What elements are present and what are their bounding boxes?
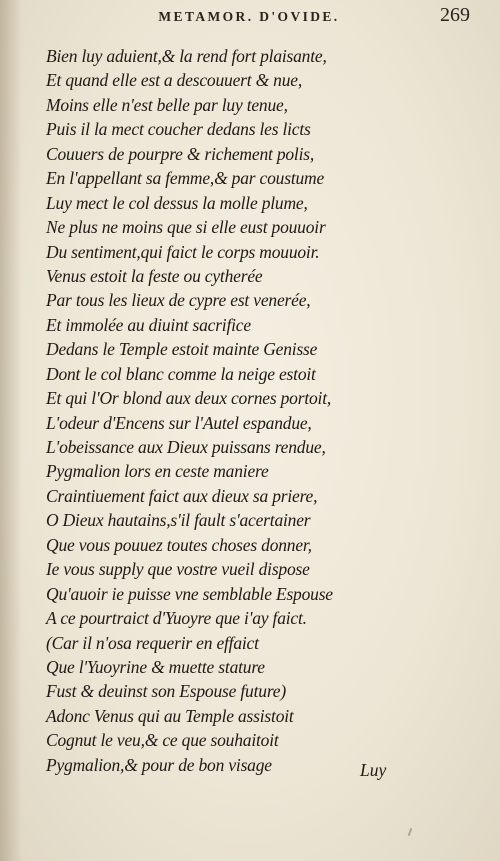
verse-line: Moins elle n'est belle par luy tenue,	[46, 94, 288, 115]
verse-line: Fust & deuinst son Espouse future)	[46, 681, 286, 702]
verse-line: A ce pourtraict d'Yuoyre que i'ay faict.	[46, 608, 307, 629]
verse-line: Dedans le Temple estoit mainte Genisse	[46, 339, 318, 360]
catchword: Luy	[360, 760, 387, 780]
verse-line: Qu'auoir ie puisse vne semblable Espouse	[46, 583, 333, 604]
verse-line: Bien luy aduient,& la rend fort plaisante,	[46, 46, 327, 66]
verse-line: Que vous pouuez toutes choses donner,	[46, 534, 312, 555]
poem-text	[46, 44, 446, 777]
verse-line: Ie vous supply que vostre vueil dispose	[46, 559, 310, 580]
verse-line: Pygmalion,& pour de bon visage	[46, 754, 272, 775]
verse-line: Dont le col blanc comme la neige estoit	[46, 363, 316, 384]
verse-line: (Car il n'osa requerir en effaict	[46, 632, 259, 653]
verse-line: Adonc Venus qui au Temple assistoit	[46, 705, 294, 726]
verse-line: Et immolée au diuint sacrifice	[46, 314, 251, 335]
verse-line: Et qui l'Or blond aux deux cornes portoit,	[46, 388, 332, 409]
ink-speck	[408, 828, 413, 836]
verse-line: Cognut le veu,& ce que souhaitoit	[46, 730, 279, 751]
verse-line: Couuers de pourpre & richement polis,	[46, 143, 315, 164]
verse-line: Venus estoit la feste ou cytherée	[46, 265, 263, 286]
verse-line: Et quand elle est a descouuert & nue,	[46, 70, 303, 91]
verse-line: Ne plus ne moins que si elle eust pouuoir	[46, 217, 326, 238]
verse-line: Par tous les lieux de cypre est venerée,	[46, 290, 311, 311]
page-edge-shadow	[0, 0, 22, 861]
verse-line: Luy mect le col dessus la molle plume,	[46, 192, 308, 213]
page-number: 269	[440, 4, 470, 26]
verse-line: Que l'Yuoyrine & muette stature	[46, 656, 265, 677]
verse-line: O Dieux hautains,s'il fault s'acertainer	[46, 510, 311, 531]
verse-line: Pygmalion lors en ceste maniere	[46, 461, 269, 482]
verse-line: L'odeur d'Encens sur l'Autel espandue,	[46, 412, 312, 433]
verse-line: En l'appellant sa femme,& par coustume	[46, 168, 325, 189]
running-title: METAMOR. D'OVIDE.	[158, 9, 340, 24]
verse-line: Craintiuement faict aux dieux sa priere,	[46, 485, 318, 506]
verse-line: Du sentiment,qui faict le corps mouuoir.	[46, 241, 320, 262]
verse-line: L'obeissance aux Dieux puissans rendue,	[46, 437, 326, 457]
verse-line: Puis il la mect coucher dedans les licts	[46, 119, 311, 140]
